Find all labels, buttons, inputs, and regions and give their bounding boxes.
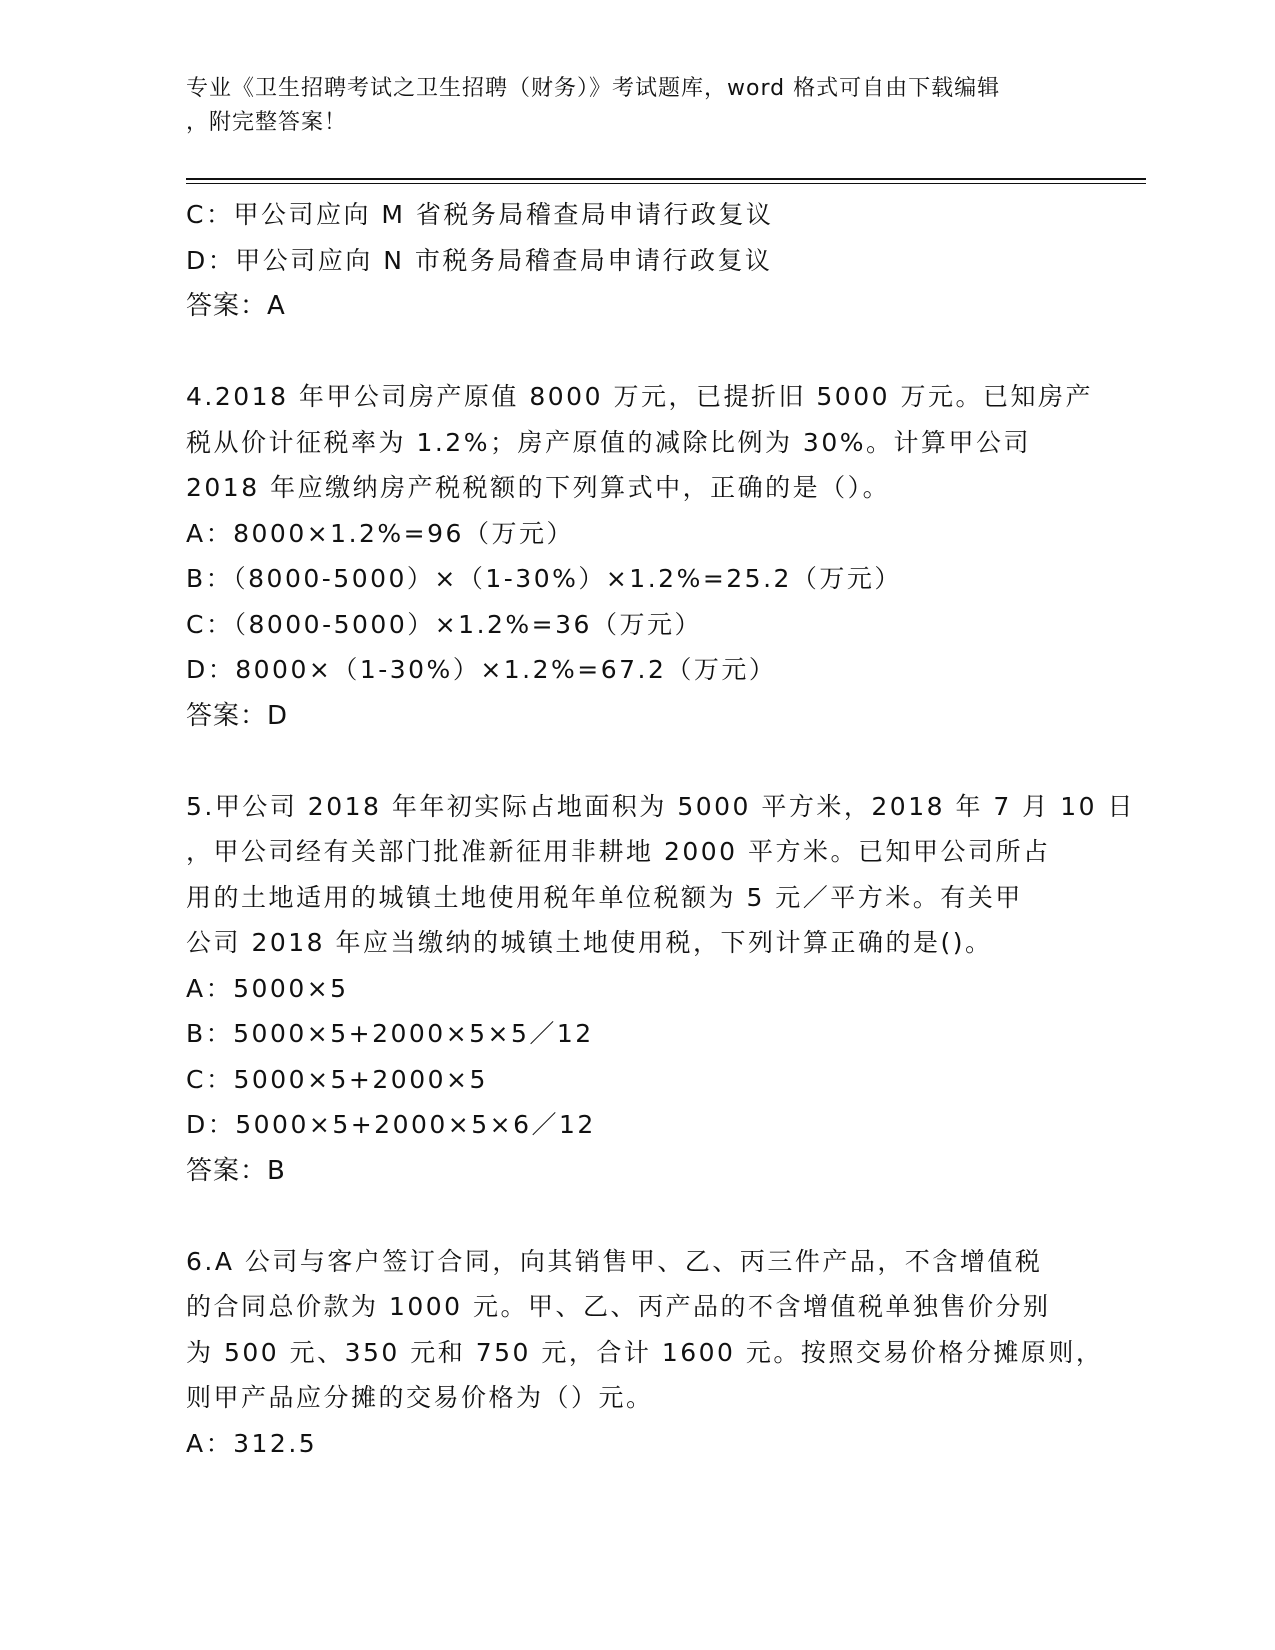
question-text-line: 6.A 公司与客户签订合同，向其销售甲、乙、丙三件产品，不含增值税: [186, 1246, 1043, 1276]
question-text-line: 为 500 元、350 元和 750 元，合计 1600 元。按照交易价格分摊原则，: [186, 1337, 1104, 1367]
header-rule-thin: [186, 183, 1146, 184]
header-rule-thick: [186, 178, 1146, 180]
option-d: D：甲公司应向 N 市税务局稽查局申请行政复议: [186, 245, 773, 275]
option-d: D：8000×（1-30%）×1.2%=67.2（万元）: [186, 655, 777, 684]
document-header: [186, 72, 1066, 140]
option-a: A：5000×5: [186, 973, 349, 1003]
option-a: A：312.5: [186, 1428, 318, 1458]
question-4: [186, 374, 1093, 739]
question-text-line: 公司 2018 年应当缴纳的城镇土地使用税，下列计算正确的是()。: [186, 928, 993, 957]
option-a: A：8000×1.2%=96（万元）: [186, 518, 574, 548]
question-text-line: 则甲产品应分摊的交易价格为（）元。: [186, 1383, 654, 1412]
question-6: [186, 1239, 1104, 1467]
option-d: D：5000×5+2000×5×6／12: [186, 1110, 596, 1139]
option-c: C：甲公司应向 M 省税务局稽查局申请行政复议: [186, 200, 774, 229]
option-c: C：（8000-5000）×1.2%=36（万元）: [186, 609, 702, 639]
answer-line: 答案：D: [186, 700, 289, 731]
question-text-line: 2018 年应缴纳房产税税额的下列算式中，正确的是（）。: [186, 473, 891, 502]
header-line-1: 专业《卫生招聘考试之卫生招聘（财务）》考试题库，word 格式可自由下载编辑: [186, 76, 1001, 101]
question-text-line: 的合同总价款为 1000 元。甲、乙、丙产品的不含增值税单独售价分别: [186, 1292, 1051, 1321]
spacer: [186, 329, 1086, 374]
option-b: B：5000×5+2000×5×5／12: [186, 1019, 594, 1048]
question-text-line: 税从价计征税率为 1.2%；房产原值的减除比例为 30%。计算甲公司: [186, 427, 1031, 457]
spacer: [186, 739, 1086, 784]
header-line-2: ，附完整答案！: [186, 110, 348, 135]
spacer: [186, 1194, 1086, 1239]
question-text-line: 4.2018 年甲公司房产原值 8000 万元，已提折旧 5000 万元。已知房产: [186, 382, 1093, 411]
question-5: [186, 784, 1135, 1194]
question-text-line: ，甲公司经有关部门批准新征用非耕地 2000 平方米。已知甲公司所占: [186, 837, 1051, 866]
option-b: B：（8000-5000）×（1-30%）×1.2%=25.2（万元）: [186, 564, 902, 593]
question-3: [186, 192, 1086, 329]
answer-line: 答案：A: [186, 291, 286, 321]
question-text-line: 用的土地适用的城镇土地使用税年单位税额为 5 元／平方米。有关甲: [186, 882, 1023, 912]
option-c: C：5000×5+2000×5: [186, 1064, 488, 1094]
answer-line: 答案：B: [186, 1155, 286, 1186]
question-content: [186, 192, 1135, 1466]
question-text-line: 5.甲公司 2018 年年初实际占地面积为 5000 平方米，2018 年 7 月 10 日: [186, 791, 1135, 821]
